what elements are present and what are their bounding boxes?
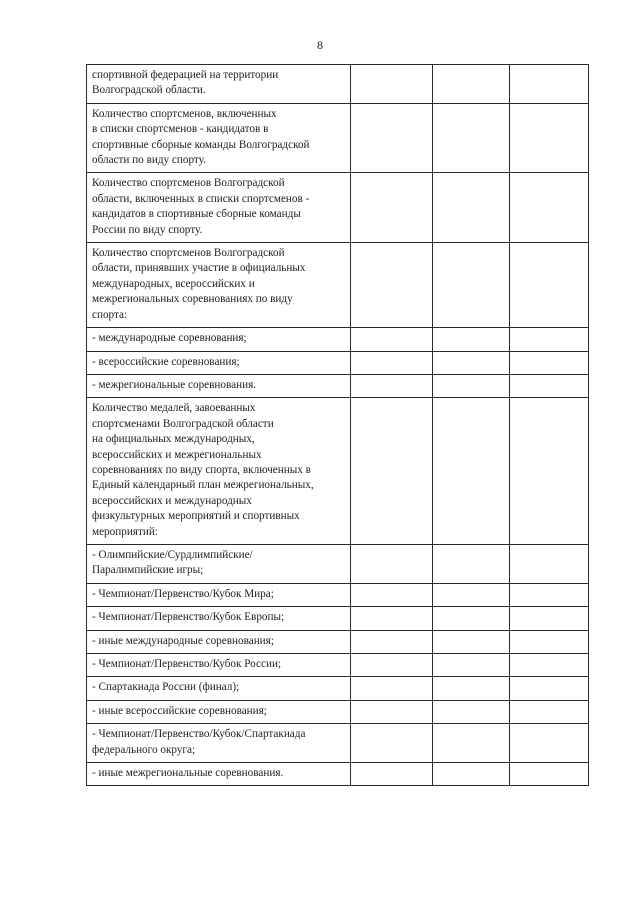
value-cell bbox=[510, 65, 589, 104]
row-label: - межрегиональные соревнования. bbox=[87, 374, 351, 397]
row-label: спортивной федерацией на территории Волгоградской области. bbox=[87, 65, 351, 104]
value-cell bbox=[433, 328, 510, 351]
value-cell bbox=[510, 544, 589, 583]
value-cell bbox=[433, 374, 510, 397]
table-row bbox=[87, 583, 589, 606]
row-label: Количество спортсменов Волгоградской области, принявших участие в официальных международных, всероссийских и межрегиональных соревнованиях по виду спорта: bbox=[87, 243, 351, 328]
value-cell bbox=[433, 654, 510, 677]
value-cell bbox=[433, 583, 510, 606]
table-row bbox=[87, 351, 589, 374]
row-label: - иные межрегиональные соревнования. bbox=[87, 763, 351, 786]
row-label: - международные соревнования; bbox=[87, 328, 351, 351]
value-cell bbox=[510, 243, 589, 328]
value-cell bbox=[510, 351, 589, 374]
value-cell bbox=[510, 763, 589, 786]
value-cell bbox=[433, 724, 510, 763]
value-cell bbox=[351, 677, 433, 700]
value-cell bbox=[510, 103, 589, 173]
table-row bbox=[87, 654, 589, 677]
table-row bbox=[87, 763, 589, 786]
value-cell bbox=[510, 583, 589, 606]
table-row bbox=[87, 677, 589, 700]
table-row bbox=[87, 724, 589, 763]
row-label: Количество спортсменов, включенных в списки спортсменов - кандидатов в спортивные сборные команды Волгоградской области по виду спорту. bbox=[87, 103, 351, 173]
value-cell bbox=[351, 763, 433, 786]
value-cell bbox=[433, 607, 510, 630]
indicators-table bbox=[86, 64, 589, 786]
value-cell bbox=[510, 677, 589, 700]
value-cell bbox=[433, 544, 510, 583]
row-label: - Чемпионат/Первенство/Кубок России; bbox=[87, 654, 351, 677]
row-label: - Спартакиада России (финал); bbox=[87, 677, 351, 700]
value-cell bbox=[351, 65, 433, 104]
table-row bbox=[87, 328, 589, 351]
table-row bbox=[87, 630, 589, 653]
value-cell bbox=[351, 328, 433, 351]
table-row bbox=[87, 700, 589, 723]
value-cell bbox=[351, 700, 433, 723]
value-cell bbox=[351, 544, 433, 583]
table-row bbox=[87, 374, 589, 397]
value-cell bbox=[510, 398, 589, 545]
table-row bbox=[87, 243, 589, 328]
page-number: 8 bbox=[317, 38, 323, 52]
value-cell bbox=[510, 374, 589, 397]
table-row bbox=[87, 398, 589, 545]
value-cell bbox=[351, 374, 433, 397]
value-cell bbox=[433, 103, 510, 173]
value-cell bbox=[351, 351, 433, 374]
row-label: - иные всероссийские соревнования; bbox=[87, 700, 351, 723]
table-row bbox=[87, 173, 589, 243]
row-label: Количество спортсменов Волгоградской области, включенных в списки спортсменов - кандидатов в спортивные сборные команды России по виду спорту. bbox=[87, 173, 351, 243]
value-cell bbox=[351, 398, 433, 545]
value-cell bbox=[351, 583, 433, 606]
value-cell bbox=[510, 700, 589, 723]
row-label: - иные международные соревнования; bbox=[87, 630, 351, 653]
value-cell bbox=[351, 607, 433, 630]
value-cell bbox=[433, 398, 510, 545]
table-row bbox=[87, 65, 589, 104]
row-label: - Олимпийские/Сурдлимпийские/ Паралимпийские игры; bbox=[87, 544, 351, 583]
value-cell bbox=[510, 607, 589, 630]
value-cell bbox=[351, 103, 433, 173]
table-row bbox=[87, 544, 589, 583]
value-cell bbox=[510, 724, 589, 763]
row-label: - Чемпионат/Первенство/Кубок Европы; bbox=[87, 607, 351, 630]
value-cell bbox=[433, 243, 510, 328]
row-label: - Чемпионат/Первенство/Кубок/Спартакиада федерального округа; bbox=[87, 724, 351, 763]
value-cell bbox=[510, 654, 589, 677]
value-cell bbox=[433, 630, 510, 653]
value-cell bbox=[351, 243, 433, 328]
value-cell bbox=[433, 65, 510, 104]
value-cell bbox=[433, 700, 510, 723]
value-cell bbox=[510, 630, 589, 653]
row-label: - Чемпионат/Первенство/Кубок Мира; bbox=[87, 583, 351, 606]
row-label: - всероссийские соревнования; bbox=[87, 351, 351, 374]
value-cell bbox=[351, 724, 433, 763]
row-label: Количество медалей, завоеванных спортсменами Волгоградской области на официальных международных, всероссийских и межрегиональных соревнованиях по виду спорта, включенных в Единый календарный план межрегиональных, всероссийских и международных физкультурных мероприятий и спортивных мероприятий: bbox=[87, 398, 351, 545]
value-cell bbox=[433, 173, 510, 243]
value-cell bbox=[351, 173, 433, 243]
value-cell bbox=[433, 763, 510, 786]
value-cell bbox=[351, 654, 433, 677]
value-cell bbox=[351, 630, 433, 653]
value-cell bbox=[433, 677, 510, 700]
table-row bbox=[87, 607, 589, 630]
table-body bbox=[87, 65, 589, 786]
value-cell bbox=[510, 328, 589, 351]
table-row bbox=[87, 103, 589, 173]
value-cell bbox=[510, 173, 589, 243]
value-cell bbox=[433, 351, 510, 374]
